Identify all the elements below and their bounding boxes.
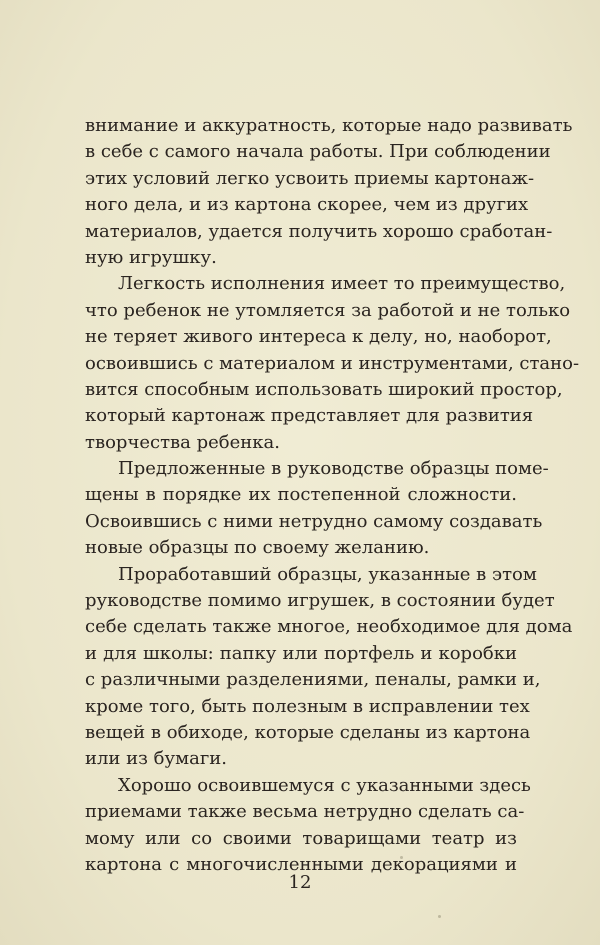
text-line: Хорошо освоившемуся с указанными здесь [118, 774, 531, 796]
text-line: приемами также весьма нетрудно сделать са- [85, 801, 525, 823]
text-line: Проработавший образцы, указанные в этом [118, 563, 537, 585]
text-line: что ребенок не утомляется за работой и не только [85, 299, 571, 321]
paragraph [85, 773, 531, 879]
page-number: 12 [288, 872, 312, 893]
paragraph [85, 456, 549, 562]
paragraph [85, 113, 573, 271]
text-line: Легкость исполнения имеет то преимущество, [118, 273, 566, 295]
text-line: себе сделать также многое, необходимое для дома [85, 616, 573, 638]
text-line: кроме того, быть полезным в исправлении тех [85, 695, 530, 717]
text-line: не теряет живого интереса к делу, но, наоборот, [85, 326, 552, 348]
paper-speck [438, 915, 441, 918]
text-line: и для школы: папку или портфель и коробки [85, 642, 517, 664]
text-line: вещей в обиходе, которые сделаны из картона [85, 721, 531, 743]
text-line: новые образцы по своему желанию. [85, 537, 430, 559]
paper-speck [400, 856, 403, 859]
text-line: внимание и аккуратность, которые надо развивать [85, 115, 573, 136]
paragraph [85, 271, 580, 456]
text-line: творчества ребенка. [85, 431, 280, 453]
text-line: руководстве помимо игрушек, в состоянии будет [85, 590, 555, 612]
body-text [85, 113, 580, 878]
text-line: или из бумаги. [85, 748, 227, 770]
text-line: этих условий легко усвоить приемы картонаж- [85, 167, 535, 189]
text-line: освоившись с материалом и инструментами, стано- [85, 352, 580, 374]
text-line: ного дела, и из картона скорее, чем из других [85, 194, 529, 216]
text-line: вится способным использовать широкий простор, [85, 378, 563, 400]
text-line: который картонаж представляет для развития [85, 405, 534, 427]
text-line: мому или со своими товарищами театр из [85, 827, 517, 849]
text-line: в себе с самого начала работы. При соблюдении [85, 141, 551, 163]
text-line: Освоившись с ними нетрудно самому создавать [85, 510, 543, 532]
text-line: щены в порядке их постепенной сложности. [85, 484, 517, 506]
text-line: Предложенные в руководстве образцы поме- [118, 458, 549, 480]
paragraph [85, 562, 573, 773]
text-line: материалов, удается получить хорошо сработан- [85, 220, 553, 242]
text-line: ную игрушку. [85, 246, 217, 268]
text-line: с различными разделениями, пеналы, рамки и, [85, 669, 541, 691]
text-line: картона с многочисленными декорациями и [85, 853, 517, 875]
